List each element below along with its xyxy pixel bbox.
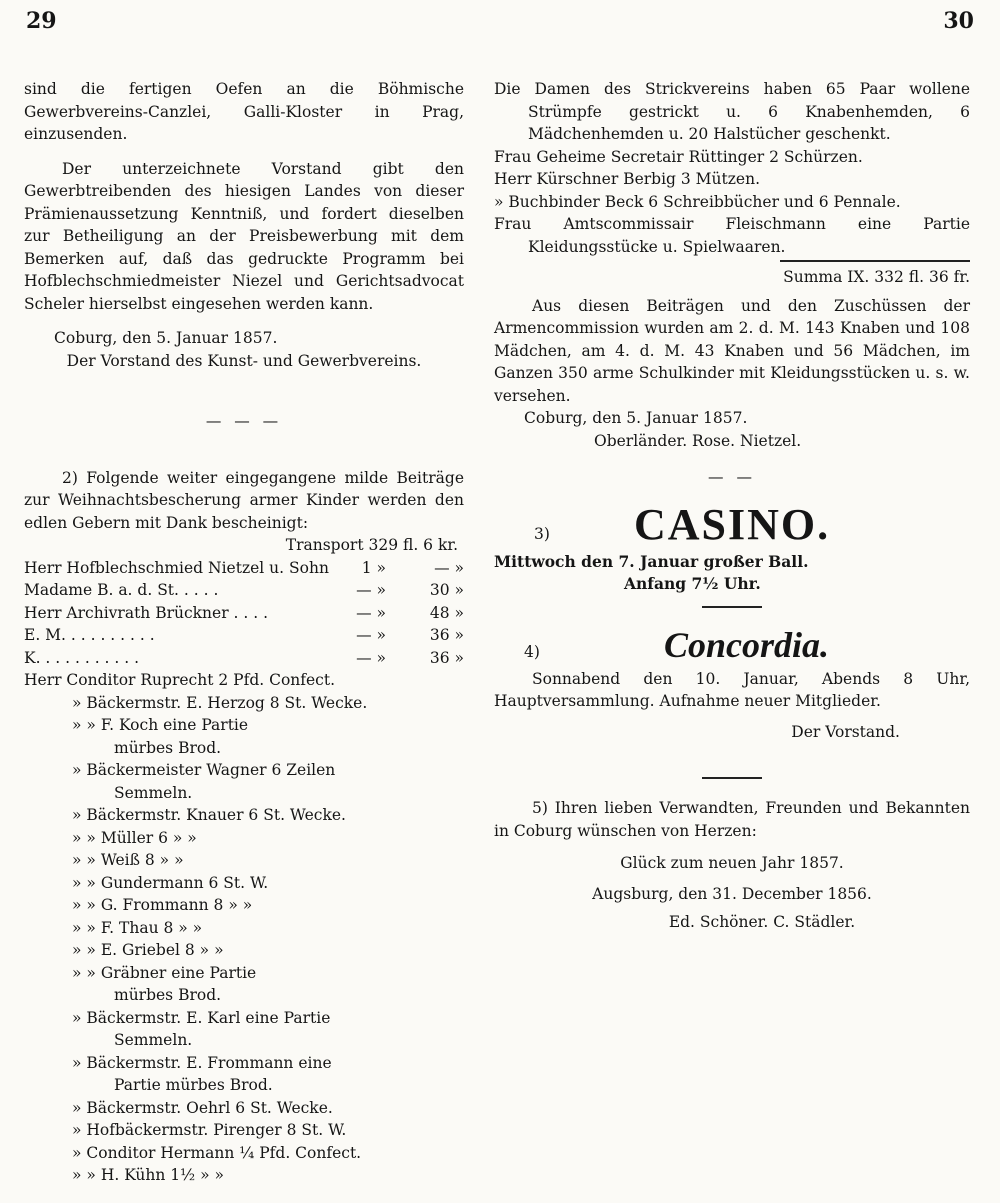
money-row-kr: 36 » [429,648,464,667]
signature-line: Der Vorstand des Kunst- und Gewerbvereins. [66,351,422,370]
list-item: Herr Conditor Ruprecht 2 Pfd. Confect. [24,671,336,689]
list-item: » » Weiß 8 » » [72,851,184,869]
paragraph-result: Aus diesen Beiträgen und den Zuschüssen der Armencommission wurden am 2. d. M. 143 Knaben und 108 Mädchen, am 4. d. M. 43 Knaben und 56 Mädchen, im Ganzen 350 arme Schulkinder mit Kleidungsstücken u. s. w. versehen. [494,296,970,405]
list-item: » » H. Kühn 1½ » » [72,1166,225,1184]
money-list [24,557,464,670]
list-item: » » E. Griebel 8 » » [72,941,224,959]
money-row-kr: 30 » [429,581,464,599]
list-item: » Bäckermeister Wagner 6 Zeilen [72,761,336,779]
list-item: » » F. Koch eine Partie [72,716,249,734]
list-item: mürbes Brod. [114,986,222,1004]
casino-heading [494,499,970,551]
list-item: Semmeln. [114,783,193,802]
money-row-fl: — » [356,603,386,622]
list-item: » » Müller 6 » » [72,828,197,847]
donation-list [24,669,464,1187]
money-row [24,624,464,647]
money-row [24,602,464,625]
paragraph-oefen: sind die fertigen Oefen an die Böhmische Gewerbvereins-Canzlei, Galli-Kloster in Prag, einzusenden. [24,80,464,143]
casino-line-1: Mittwoch den 7. Januar großer Ball. [494,551,809,571]
donation-item: Herr Kürschner Berbig 3 Mützen. [494,170,760,188]
casino-title: CASINO. [634,499,831,549]
concordia-title: Concordia. [664,624,830,665]
list-item: » Bäckermstr. E. Karl eine Partie [72,1008,331,1027]
summa-line: Summa IX. 332 fl. 36 fr. [783,268,970,286]
money-row [24,647,464,670]
money-row-name: Herr Hofblechschmied Nietzel u. Sohn [24,558,329,577]
list-item: » Bäckermstr. Knauer 6 St. Wecke. [72,806,346,824]
short-rule-1 [702,606,762,608]
date-line: Coburg, den 5. Januar 1857. [54,329,278,347]
money-row-name: Madame B. a. d. St. . . . . [24,581,219,599]
sum-rule [780,260,970,262]
place-date-line: Augsburg, den 31. December 1856. [592,884,872,903]
list-item: mürbes Brod. [114,738,222,757]
money-row-kr: — » [434,558,464,577]
money-row-name: Herr Archivrath Brückner . . . . [24,603,269,622]
separator-right: — — [708,468,756,486]
concordia-number: 4) [524,642,540,661]
concordia-heading [494,622,970,668]
list-item: » » F. Thau 8 » » [72,918,203,937]
names-line: Ed. Schöner. C. Städler. [668,913,856,931]
list-item: » Hofbäckermstr. Pirenger 8 St. W. [72,1121,347,1139]
concordia-sign: Der Vorstand. [791,722,900,741]
casino-line-2: Anfang 7½ Uhr. [624,574,761,593]
money-row [24,579,464,602]
money-row-fl: 1 » [361,558,386,577]
money-row-fl: — » [356,581,386,599]
paragraph-wishes: 5) Ihren lieben Verwandten, Freunden und Bekannten in Coburg wünschen von Herzen: [494,799,970,840]
casino-number: 3) [534,524,550,543]
money-row-kr: 36 » [429,626,464,644]
list-item: » Bäckermstr. Oehrl 6 St. Wecke. [72,1098,333,1117]
paragraph-beitraege: 2) Folgende weiter eingegangene milde Beiträge zur Weihnachtsbescherung armer Kinder werden den edlen Gebern mit Dank bescheinigt: [24,468,464,532]
page-number-left: 29 [26,8,57,34]
short-rule-2 [702,777,762,779]
list-item: » Conditor Hermann ¼ Pfd. Confect. [72,1143,362,1162]
signers-line: Oberländer. Rose. Nietzel. [594,431,802,450]
list-item: » » G. Frommann 8 » » [72,896,253,914]
date-line-right: Coburg, den 5. Januar 1857. [524,409,748,427]
donation-item: » Buchbinder Beck 6 Schreibbücher und 6 Pennale. [494,192,901,211]
list-item: Partie mürbes Brod. [114,1076,273,1094]
separator: — — — [205,412,283,430]
right-column [494,78,970,934]
list-item: » Bäckermstr. E. Frommann eine [72,1053,332,1072]
list-item: » Bäckermstr. E. Herzog 8 St. Wecke. [72,693,368,712]
money-row-name: K. . . . . . . . . . . [24,648,140,667]
concordia-text: Sonnabend den 10. Januar, Abends 8 Uhr, Hauptversammlung. Aufnahme neuer Mitglieder. [494,669,970,710]
donation-item: Frau Geheime Secretair Rüttinger 2 Schürzen. [494,147,863,166]
list-item: Semmeln. [114,1031,193,1049]
transport-line: Transport 329 fl. 6 kr. [285,536,458,554]
page-number-right: 30 [943,8,974,34]
greeting-line: Glück zum neuen Jahr 1857. [620,854,844,872]
money-row [24,557,464,580]
donation-item: Die Damen des Strickvereins haben 65 Paar wollene Strümpfe gestrickt u. 6 Knabenhemden, 6 Mädchenhemden u. 20 Halstücher geschenkt. [494,80,970,143]
donation-list-right [494,78,970,258]
left-column [24,78,464,1187]
donation-item: Frau Amtscommissair Fleischmann eine Partie Kleidungsstücke u. Spielwaaren. [494,215,970,256]
money-row-fl: — » [356,648,386,667]
list-item: » » Gräbner eine Partie [72,963,257,982]
money-row-kr: 48 » [429,603,464,622]
money-row-name: E. M. . . . . . . . . . [24,626,155,644]
list-item: » » Gundermann 6 St. W. [72,873,269,892]
paragraph-vorstand: Der unterzeichnete Vorstand gibt den Gewerbtreibenden des hiesigen Landes von dieser Prämienaussetzung Kenntniß, und fordert dieselben zur Betheiligung an der Preisbewerbung mit dem Bemerken auf, daß das gedruckte Programm bei Hofblechschmiedmeister Niezel und Gerichtsadvocat Scheler hierselbst eingesehen werden kann. [24,159,464,313]
money-row-fl: — » [356,626,386,644]
